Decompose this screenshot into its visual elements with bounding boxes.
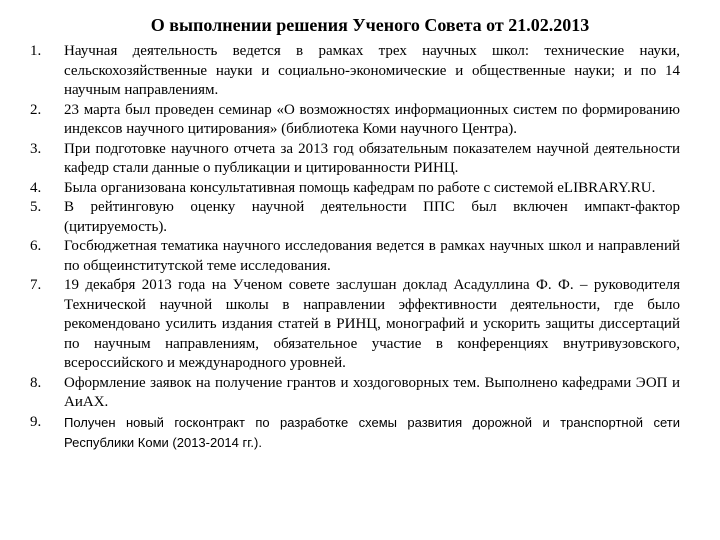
page-title: О выполнении решения Ученого Совета от 21.02.2013 <box>150 15 590 35</box>
list-item-number: 7. <box>30 277 42 293</box>
list-item-text: Получен новый госконтракт по разработке схемы развития дорожной и транспортной сети Республики Коми (2013-2014 гг.). <box>64 414 680 450</box>
numbered-list <box>0 42 720 454</box>
list-item <box>0 198 680 237</box>
list-item-number: 1. <box>30 43 42 59</box>
list-item <box>0 42 680 101</box>
list-item <box>0 237 680 276</box>
list-item <box>0 413 680 454</box>
list-item-text: При подготовке научного отчета за 2013 год обязательным показателем научной деятельности кафедр стали данные о публикации и цитированности РИНЦ. <box>64 140 680 176</box>
list-item <box>0 179 680 199</box>
list-item-number: 5. <box>30 199 42 215</box>
list-item-number: 6. <box>30 238 42 254</box>
list-item-number: 9. <box>30 413 42 430</box>
list-item-number: 3. <box>30 140 42 157</box>
list-item <box>0 101 680 140</box>
list-item-text: Была организована консультативная помощь кафедрам по работе с системой eLIBRARY.RU. <box>64 179 656 196</box>
list-item-text: В рейтинговую оценку научной деятельности ППС был включен импакт-фактор (цитируемость). <box>64 199 680 235</box>
list-item <box>0 276 680 374</box>
list-item <box>0 140 680 179</box>
list-item-text: Госбюджетная тематика научного исследования ведется в рамках научных школ и направлений по общеинститутской теме исследования. <box>64 238 680 274</box>
list-item-text: Научная деятельность ведется в рамках трех научных школ: технические науки, сельскохозяйственные науки и социально-экономические и общественные науки; и по 14 научным направлениям. <box>64 43 680 98</box>
list-item-text: Оформление заявок на получение грантов и хоздоговорных тем. Выполнено кафедрами ЭОП и АиАХ. <box>64 374 680 410</box>
list-item-number: 4. <box>30 179 42 196</box>
list-item-number: 8. <box>30 374 42 391</box>
list-item-text: 19 декабря 2013 года на Ученом совете заслушан доклад Асадуллина Ф. Ф. – руководителя Технической научной школы в направлении эффективности деятельности, где было рекомендовано усилить издания статей в РИНЦ, монографий и ускорить защиты диссертаций по научным направлениям, обязательное участие в конференциях внутривузовского, всероссийского и международного уровней. <box>64 277 680 371</box>
list-item-text: 23 марта был проведен семинар «О возможностях информационных систем по формированию индексов научного цитирования» (библиотека Коми научного Центра). <box>64 101 680 137</box>
list-item-number: 2. <box>30 101 42 118</box>
list-item <box>0 374 680 413</box>
